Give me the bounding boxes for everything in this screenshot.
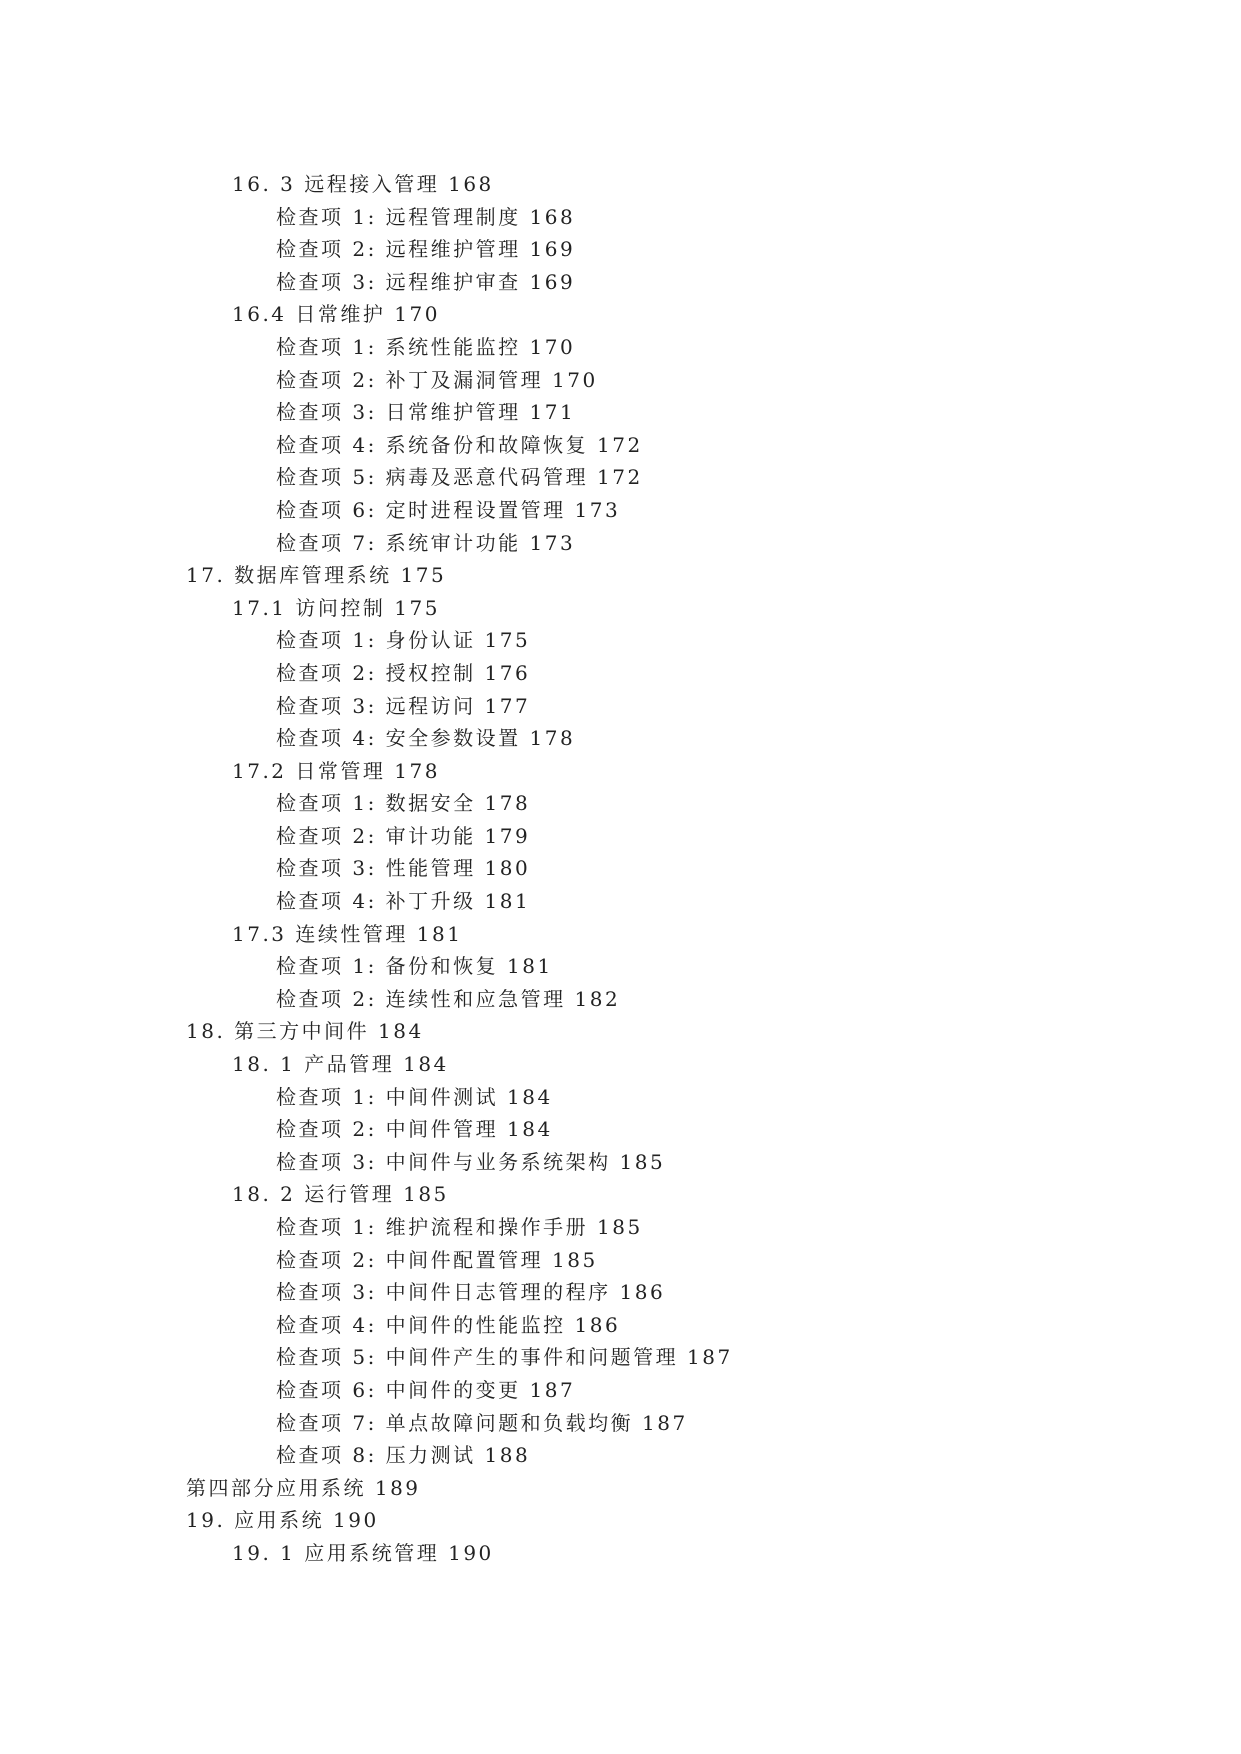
toc-check-item-entry: 检查项 1: 数据安全 178 — [276, 791, 531, 816]
toc-section-entry: 17.2 日常管理 178 — [232, 758, 440, 783]
toc-check-item-entry: 检查项 2: 连续性和应急管理 182 — [276, 986, 621, 1011]
toc-check-item-entry: 检查项 1: 身份认证 175 — [276, 628, 531, 653]
toc-check-item-entry: 检查项 2: 补丁及漏洞管理 170 — [276, 367, 598, 392]
toc-section-entry: 19. 1 应用系统管理 190 — [232, 1540, 494, 1565]
toc-check-item-entry: 检查项 2: 授权控制 176 — [276, 660, 531, 685]
toc-check-item-entry: 检查项 4: 系统备份和故障恢复 172 — [276, 432, 643, 457]
toc-chapter-entry: 19. 应用系统 190 — [186, 1508, 379, 1533]
toc-check-item-entry: 检查项 1: 中间件测试 184 — [276, 1084, 553, 1109]
toc-check-item-entry: 检查项 1: 备份和恢复 181 — [276, 954, 553, 979]
toc-check-item-entry: 检查项 6: 中间件的变更 187 — [276, 1377, 576, 1402]
table-of-contents — [0, 168, 1241, 1570]
toc-chapter-entry: 17. 数据库管理系统 175 — [186, 563, 447, 588]
toc-section-entry: 16.4 日常维护 170 — [232, 302, 440, 327]
toc-chapter-entry: 18. 第三方中间件 184 — [186, 1019, 424, 1044]
toc-check-item-entry: 检查项 2: 审计功能 179 — [276, 823, 531, 848]
toc-chapter-entry: 第四部分应用系统 189 — [186, 1475, 421, 1500]
toc-section-entry: 17.3 连续性管理 181 — [232, 921, 463, 946]
toc-check-item-entry: 检查项 3: 远程维护审查 169 — [276, 269, 576, 294]
toc-check-item-entry: 检查项 4: 安全参数设置 178 — [276, 726, 576, 751]
toc-section-entry: 18. 2 运行管理 185 — [232, 1182, 449, 1207]
toc-section-entry: 17.1 访问控制 175 — [232, 595, 440, 620]
toc-check-item-entry: 检查项 1: 远程管理制度 168 — [276, 204, 576, 229]
toc-check-item-entry: 检查项 4: 中间件的性能监控 186 — [276, 1312, 621, 1337]
toc-check-item-entry: 检查项 3: 日常维护管理 171 — [276, 400, 576, 425]
toc-check-item-entry: 检查项 3: 远程访问 177 — [276, 693, 531, 718]
toc-check-item-entry: 检查项 6: 定时进程设置管理 173 — [276, 497, 621, 522]
toc-check-item-entry: 检查项 2: 中间件配置管理 185 — [276, 1247, 598, 1272]
toc-check-item-entry: 检查项 8: 压力测试 188 — [276, 1443, 531, 1468]
toc-check-item-entry: 检查项 7: 单点故障问题和负载均衡 187 — [276, 1410, 688, 1435]
toc-check-item-entry: 检查项 1: 系统性能监控 170 — [276, 334, 576, 359]
toc-section-entry: 18. 1 产品管理 184 — [232, 1052, 449, 1077]
toc-check-item-entry: 检查项 2: 中间件管理 184 — [276, 1117, 553, 1142]
toc-check-item-entry: 检查项 7: 系统审计功能 173 — [276, 530, 576, 555]
toc-check-item-entry: 检查项 4: 补丁升级 181 — [276, 889, 531, 914]
toc-check-item-entry: 检查项 3: 中间件与业务系统架构 185 — [276, 1149, 666, 1174]
toc-section-entry: 16. 3 远程接入管理 168 — [232, 172, 494, 196]
toc-check-item-entry: 检查项 1: 维护流程和操作手册 185 — [276, 1215, 643, 1239]
toc-check-item-entry: 检查项 2: 远程维护管理 169 — [276, 237, 576, 262]
toc-check-item-entry: 检查项 5: 中间件产生的事件和问题管理 187 — [276, 1345, 733, 1370]
toc-check-item-entry: 检查项 5: 病毒及恶意代码管理 172 — [276, 465, 643, 490]
toc-check-item-entry: 检查项 3: 性能管理 180 — [276, 856, 531, 881]
toc-check-item-entry: 检查项 3: 中间件日志管理的程序 186 — [276, 1280, 666, 1305]
